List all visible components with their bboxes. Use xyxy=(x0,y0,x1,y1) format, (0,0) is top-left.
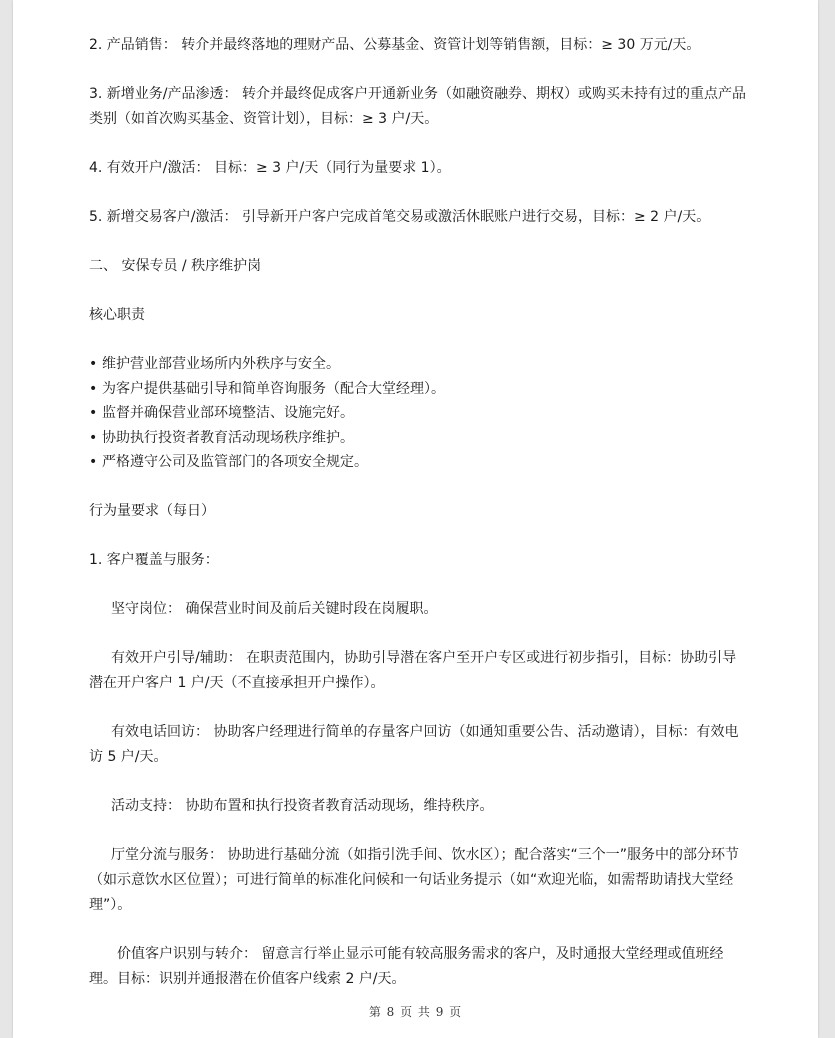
behavior-heading: 行为量要求（每日） xyxy=(89,502,215,519)
page-number-footer: 第 8 页 共 9 页 xyxy=(368,1005,463,1019)
list-item: • 严格遵守公司及监管部门的各项安全规定。 xyxy=(89,450,749,475)
paragraph-activity-support: 活动支持： 协助布置和执行投资者教育活动现场，维持秩序。 xyxy=(111,797,494,814)
paragraph-product-sales: 2. 产品销售： 转介并最终落地的理财产品、公募基金、资管计划等销售额，目标：≥ 30 万元/天。 xyxy=(89,37,701,53)
page-content xyxy=(89,33,749,1016)
duties-list xyxy=(89,352,749,475)
list-item: • 监督并确保营业部环境整洁、设施完好。 xyxy=(89,401,749,426)
list-item: • 维护营业部营业场所内外秩序与安全。 xyxy=(89,352,749,377)
paragraph-account-guidance: 有效开户引导/辅助： 在职责范围内，协助引导潜在客户至开户专区或进行初步指引，目标：协助引导潜在开户客户 1 户/天（不直接承担开户操作）。 xyxy=(89,649,737,691)
paragraph-stay-on-post: 坚守岗位： 确保营业时间及前后关键时段在岗履职。 xyxy=(111,600,438,617)
document-page xyxy=(13,0,818,1038)
core-duties-heading: 核心职责 xyxy=(89,307,145,323)
paragraph-value-client: 价值客户识别与转介： 留意言行举止显示可能有较高服务需求的客户，及时通报大堂经理或值班经理。目标：识别并通报潜在价值客户线索 2 户/天。 xyxy=(89,945,724,987)
bullet-icon: • xyxy=(89,429,98,446)
bullet-icon: • xyxy=(89,380,98,397)
section-heading: 二、 安保专员 / 秩序维护岗 xyxy=(89,258,262,274)
list-item: • 协助执行投资者教育活动现场秩序维护。 xyxy=(89,426,749,451)
bullet-icon: • xyxy=(89,454,98,470)
paragraph-new-business: 3. 新增业务/产品渗透： 转介并最终促成客户开通新业务（如融资融券、期权）或购买未持有过的重点产品类别（如首次购买基金、资管计划），目标：≥ 3 户/天。 xyxy=(89,86,746,127)
list-item: • 为客户提供基础引导和简单咨询服务（配合大堂经理）。 xyxy=(89,377,749,402)
bullet-icon: • xyxy=(89,405,98,421)
paragraph-lobby-service: 厅堂分流与服务： 协助进行基础分流（如指引洗手间、饮水区）；配合落实“三个一”服务中的部分环节（如示意饮水区位置）；可进行简单的标准化问候和一句话业务提示（如“欢迎光临，如需帮助请找大堂经理”）。 xyxy=(89,846,739,913)
item1-heading: 1. 客户覆盖与服务： xyxy=(89,551,219,568)
paragraph-phone-callback: 有效电话回访： 协助客户经理进行简单的存量客户回访（如通知重要公告、活动邀请），目标：有效电访 5 户/天。 xyxy=(89,723,739,765)
paragraph-new-trading-clients: 5. 新增交易客户/激活： 引导新开户客户完成首笔交易或激活休眠账户进行交易，目标：≥ 2 户/天。 xyxy=(89,209,711,225)
paragraph-account-activation: 4. 有效开户/激活： 目标：≥ 3 户/天（同行为量要求 1）。 xyxy=(89,160,451,176)
bullet-icon: • xyxy=(89,356,98,372)
